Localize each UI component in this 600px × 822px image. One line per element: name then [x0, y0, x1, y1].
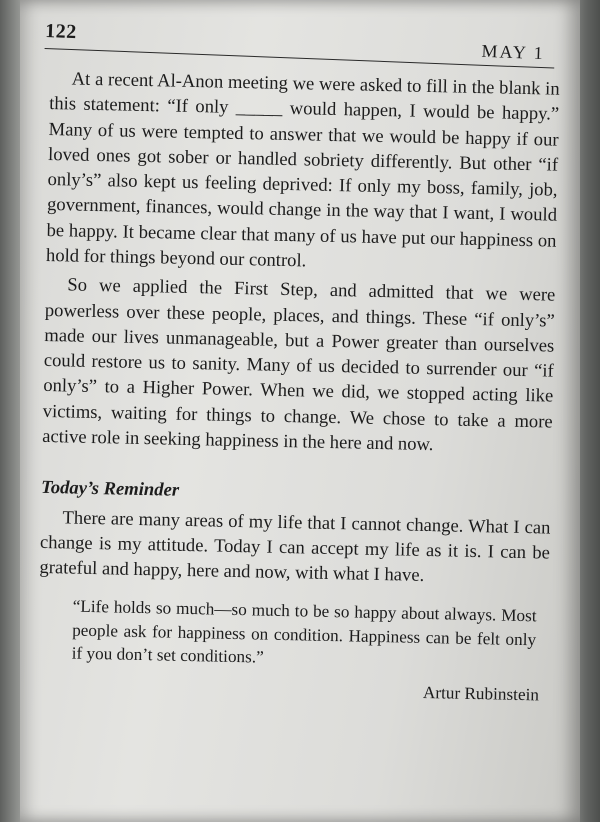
page-number: 122 — [44, 19, 78, 44]
reminder-heading: Today’s Reminder — [40, 477, 180, 502]
quote-author: Artur Rubinstein — [422, 682, 540, 704]
reminder-section — [39, 475, 551, 591]
page-date: MAY 1 — [481, 40, 546, 64]
quote-text: “Life holds so much—so much to be so happy about always. Most people ask for happiness on condition. Happiness can be felt only if you don’t set conditions.” — [71, 596, 537, 667]
body-paragraph-1: At a recent Al-Anon meeting we were asked to fill in the blank in this statement: “If only _____ would happen, I would be happy.” Many of us were tempted to answer that we would be happy if our loved ones got sober or handled sobriety differently. But other “if only’s” also kept us feeling deprived: If only my boss, family, job, government, finances, would change in the way that I want, I would be happy. It became clear that many of us have put our happiness on hold for things beyond our control. — [45, 68, 560, 272]
reminder-text: There are many areas of my life that I cannot change. What I can change is my attitude. Today I can accept my life as it is. I can be grateful and happy, here and now, with what I have. — [39, 506, 551, 587]
body-paragraph-2: So we applied the First Step, and admitted that we were powerless over these people, places, and things. These “if only’s” made our lives unmanageable, but a Power greater than ourselves could restore us to sanity. Many of us decided to surrender our “if only’s” to a Higher Power. When we did, we stopped acting like victims, waiting for things to change. We chose to take a more active role in seeking happiness in the here and now. — [42, 274, 556, 456]
page-content — [37, 66, 560, 706]
